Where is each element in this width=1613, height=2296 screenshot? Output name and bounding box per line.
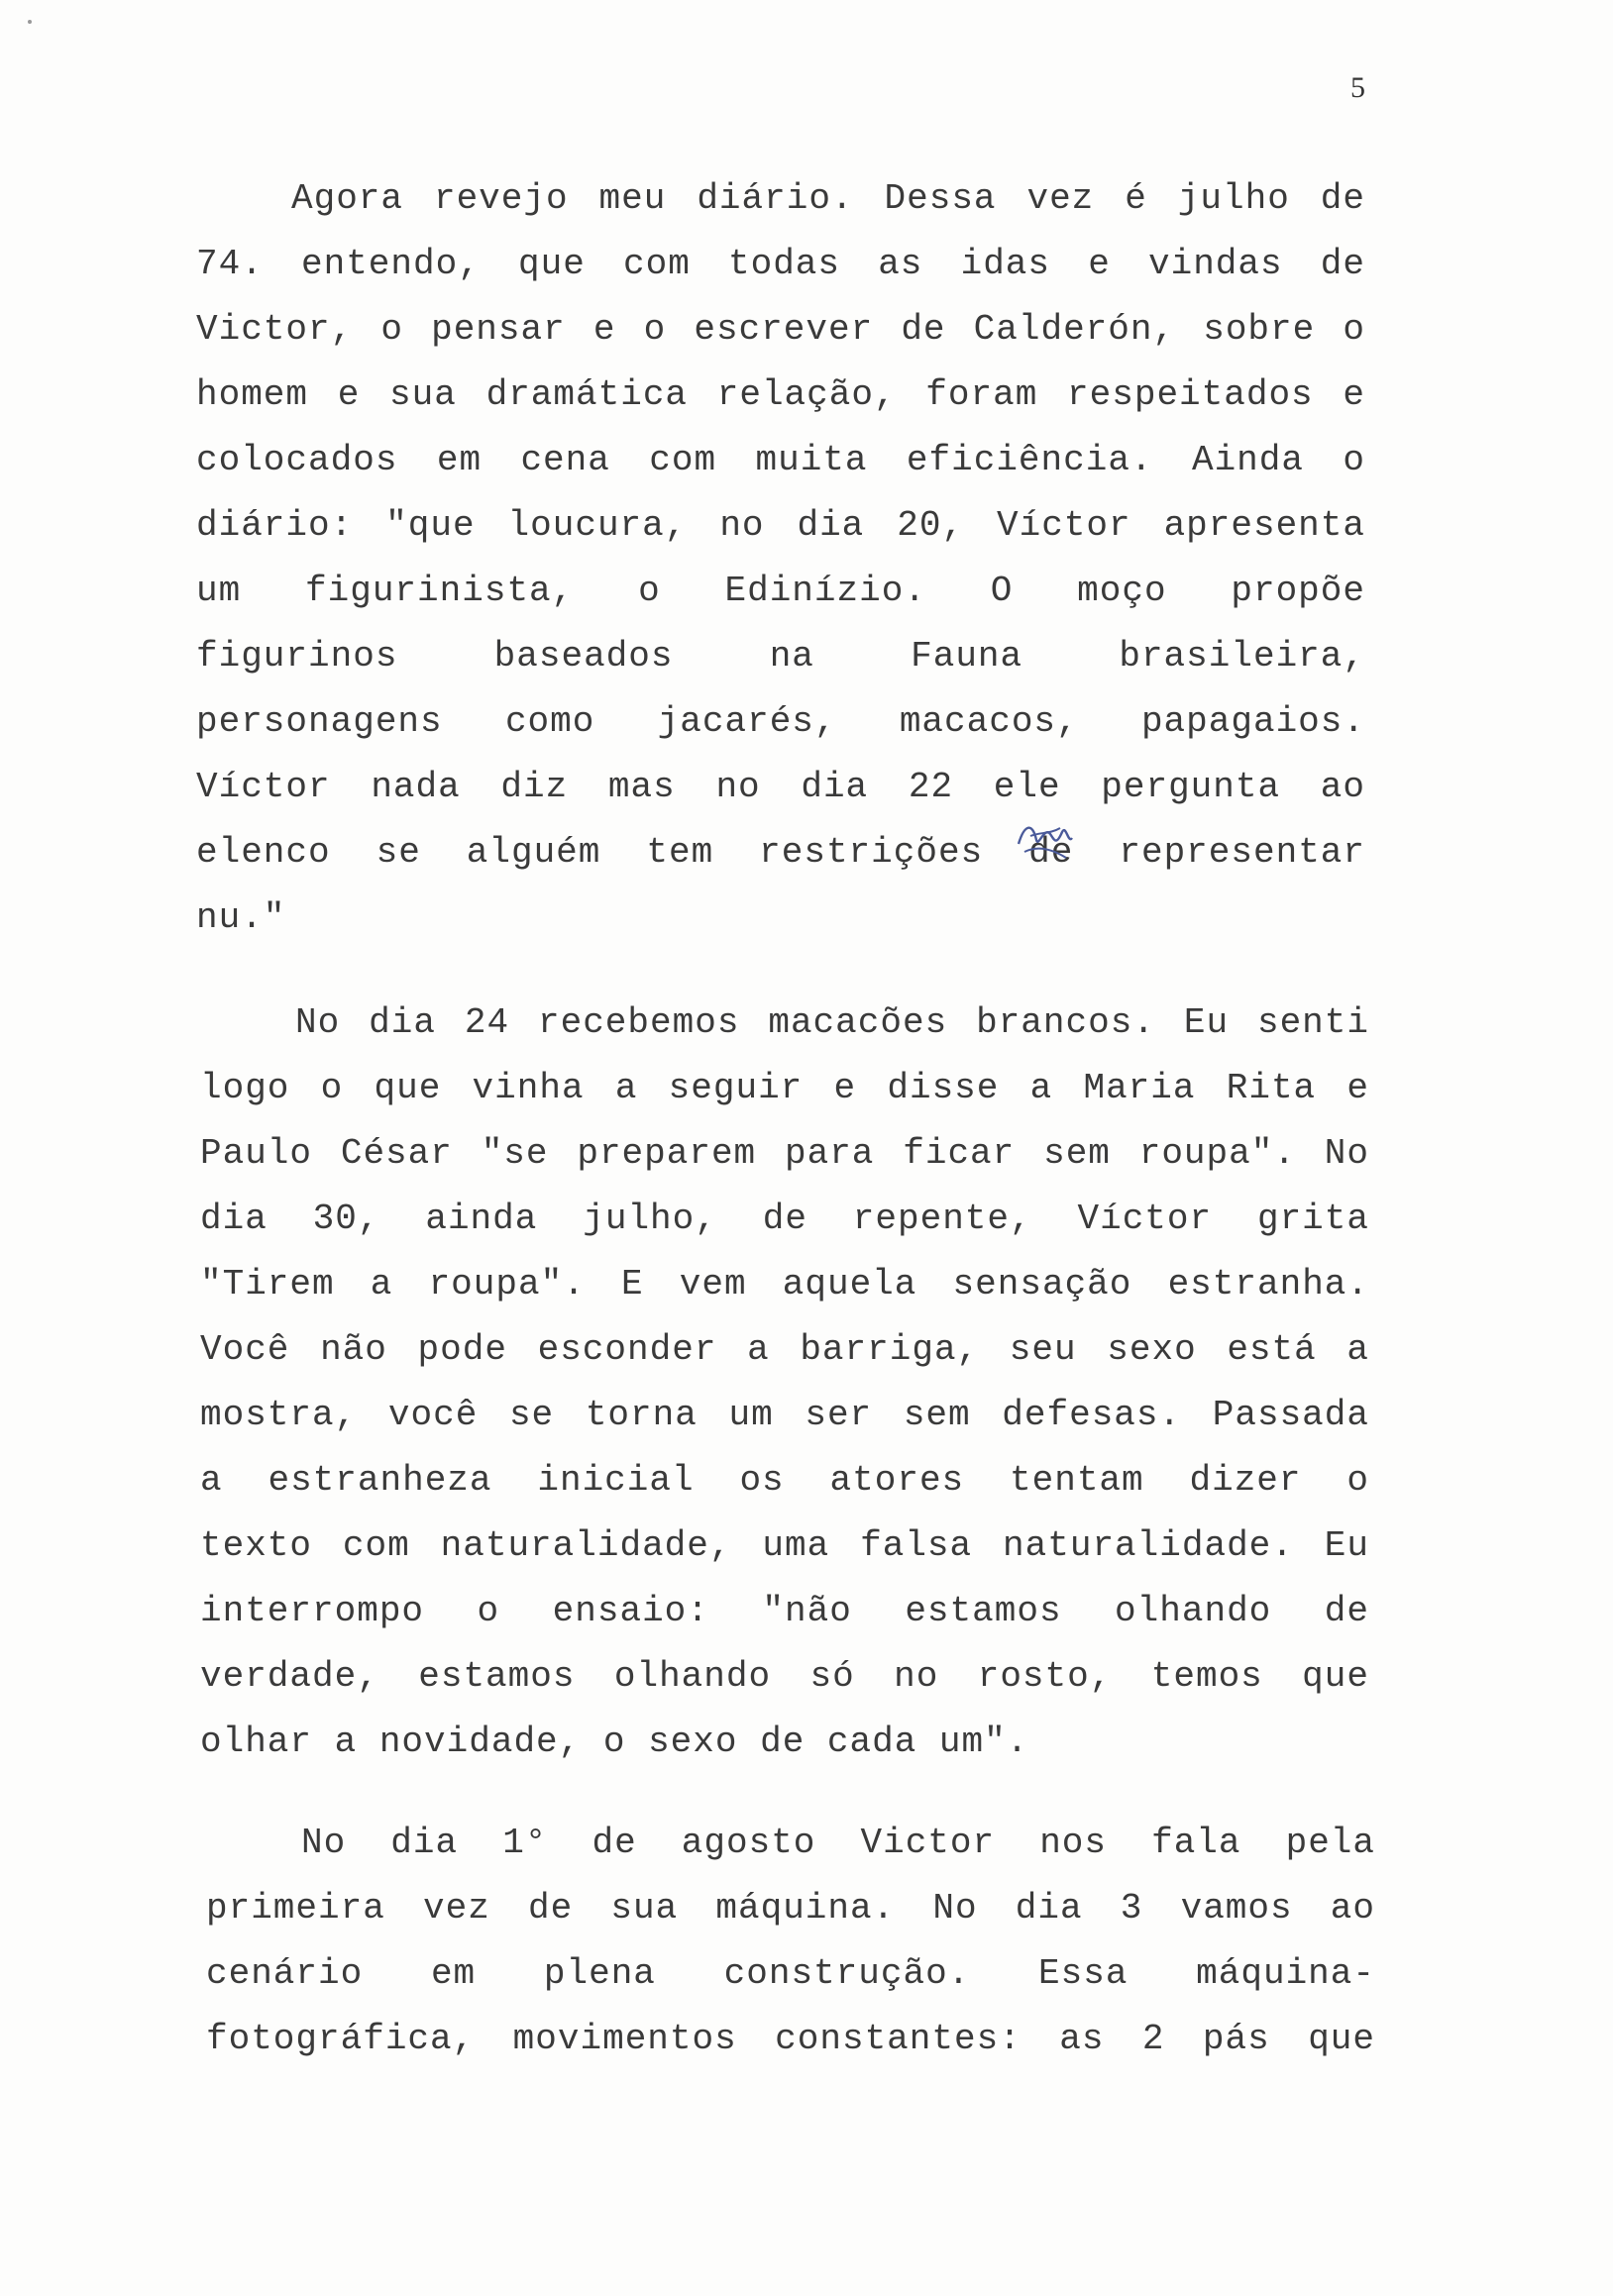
paragraph-3 xyxy=(206,1811,1375,2072)
text-line: Paulo César "se preparem para ficar sem roupa". No xyxy=(200,1133,1369,1174)
text-line: texto com naturalidade, uma falsa naturalidade. Eu xyxy=(200,1525,1369,1566)
text-line: fotográfica, movimentos constantes: as 2 pás que xyxy=(206,2019,1375,2059)
text-line: homem e sua dramática relação, foram respeitados e xyxy=(196,374,1365,415)
text-line: diário: "que loucura, no dia 20, Víctor apresenta xyxy=(196,505,1365,546)
paragraph-1 xyxy=(196,166,1365,951)
struck-word: de xyxy=(1028,832,1074,873)
text-line: Agora revejo meu diário. Dessa vez é julho de xyxy=(291,178,1365,219)
text-line: a estranheza inicial os atores tentam dizer o xyxy=(200,1460,1369,1501)
text-line: dia 30, ainda julho, de repente, Víctor grita xyxy=(200,1199,1369,1239)
text-line-with-correction xyxy=(196,820,1365,886)
text-line: verdade, estamos olhando só no rosto, temos que xyxy=(200,1656,1369,1697)
text-line: primeira vez de sua máquina. No dia 3 vamos ao xyxy=(206,1888,1375,1929)
text-line: cenário em plena construção. Essa máquina- xyxy=(206,1953,1375,1994)
text-segment: elenco se alguém tem restrições xyxy=(196,832,984,873)
handwritten-correction xyxy=(1028,820,1073,886)
text-line: No dia 24 recebemos macacões brancos. Eu senti xyxy=(295,1002,1369,1043)
text-line: logo o que vinha a seguir e disse a Maria Rita e xyxy=(200,1068,1369,1108)
handwritten-scribble-icon xyxy=(1011,814,1080,862)
text-line: No dia 1° de agosto Victor nos fala pela xyxy=(301,1823,1375,1863)
text-line: interrompo o ensaio: "não estamos olhando de xyxy=(200,1591,1369,1631)
text-line: figurinos baseados na Fauna brasileira, xyxy=(196,636,1365,677)
scan-speck xyxy=(28,20,32,24)
paragraph-2 xyxy=(200,991,1369,1775)
text-segment: representar xyxy=(1119,832,1366,873)
text-line: mostra, você se torna um ser sem defesas. Passada xyxy=(200,1395,1369,1435)
text-line: 74. entendo, que com todas as idas e vindas de xyxy=(196,244,1365,284)
page-number: 5 xyxy=(1350,71,1365,104)
text-line: personagens como jacarés, macacos, papagaios. xyxy=(196,701,1365,742)
text-line: nu." xyxy=(196,897,286,938)
text-line: um figurinista, o Edinízio. O moço propõe xyxy=(196,571,1365,611)
text-line: "Tirem a roupa". E vem aquela sensação estranha. xyxy=(200,1264,1369,1305)
text-line: colocados em cena com muita eficiência. Ainda o xyxy=(196,440,1365,480)
text-line: Víctor nada diz mas no dia 22 ele pergunta ao xyxy=(196,767,1365,807)
text-line: Você não pode esconder a barriga, seu sexo está a xyxy=(200,1329,1369,1370)
text-line: Victor, o pensar e o escrever de Calderón, sobre o xyxy=(196,309,1365,350)
text-line: olhar a novidade, o sexo de cada um". xyxy=(200,1722,1029,1762)
